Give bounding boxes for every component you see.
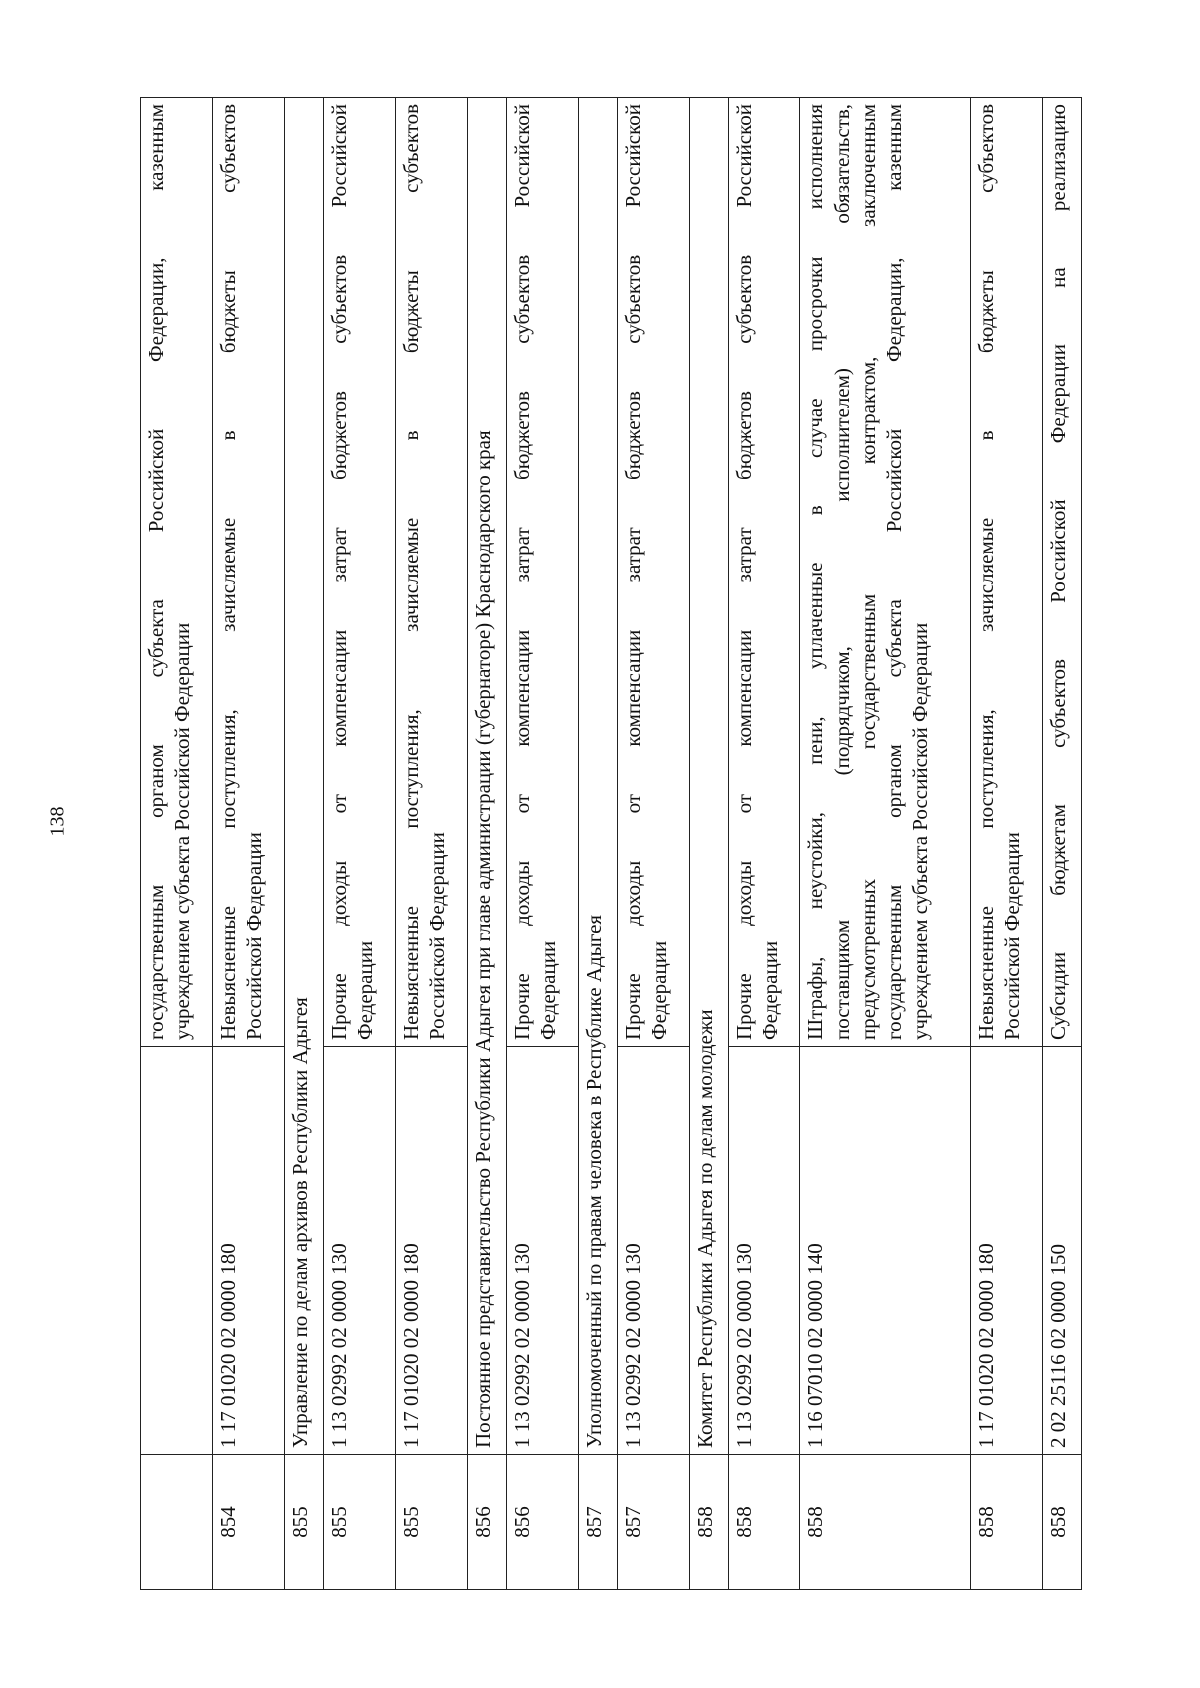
kbk-code-cell: 1 13 02992 02 0000 130 <box>728 1047 800 1455</box>
table-wrap <box>140 98 1082 1590</box>
admin-header-row <box>578 98 617 1590</box>
kbk-code-cell: 1 13 02992 02 0000 130 <box>506 1047 578 1455</box>
revenue-name-cell <box>506 98 578 1047</box>
revenue-name-line: Российской Федерации <box>1000 832 1025 1040</box>
revenue-name-line: учреждением субъекта Российской Федерации <box>908 622 933 1040</box>
table-row <box>212 98 284 1590</box>
kbk-code-cell: 1 13 02992 02 0000 130 <box>617 1047 689 1455</box>
admin-title-cell: Комитет Республики Адыгея по делам молодежи <box>689 98 728 1455</box>
admin-code-cell: 858 <box>728 1455 800 1590</box>
revenue-name-cell <box>1042 98 1081 1047</box>
kbk-code-cell: 1 17 01020 02 0000 180 <box>212 1047 284 1455</box>
table-row <box>141 98 213 1590</box>
kbk-code-cell: 2 02 25116 02 0000 150 <box>1042 1047 1081 1455</box>
revenue-name-line: Прочие доходы от компенсации затрат бюджетов субъектов Российской <box>731 104 756 1040</box>
revenue-name-line: Невыясненные поступления, зачисляемые в бюджеты субъектов <box>398 104 423 1040</box>
admin-code-cell: 856 <box>506 1455 578 1590</box>
admin-code-cell: 856 <box>467 1455 506 1590</box>
revenue-name-cell <box>212 98 284 1047</box>
table-row <box>323 98 395 1590</box>
admin-code-cell: 855 <box>323 1455 395 1590</box>
revenue-name-cell <box>323 98 395 1047</box>
revenue-name-line: предусмотренных государственным контрактом, заключенным <box>855 104 880 1040</box>
admin-code-cell: 855 <box>395 1455 467 1590</box>
page-number: 138 <box>46 806 69 837</box>
admin-code-cell: 857 <box>617 1455 689 1590</box>
table-row <box>728 98 800 1590</box>
revenue-name-cell <box>728 98 800 1047</box>
admin-code-cell: 857 <box>578 1455 617 1590</box>
kbk-code-cell: 1 13 02992 02 0000 130 <box>323 1047 395 1455</box>
revenue-name-cell <box>395 98 467 1047</box>
admin-code-cell: 855 <box>284 1455 323 1590</box>
table-row <box>617 98 689 1590</box>
revenue-codes-table <box>140 97 1082 1590</box>
revenue-name-line: Субсидии бюджетам субъектов Российской Федерации на реализацию <box>1045 104 1070 1040</box>
revenue-name-line: Российской Федерации <box>424 832 449 1040</box>
revenue-name-line: Федерации <box>535 940 560 1040</box>
admin-header-row <box>467 98 506 1590</box>
revenue-name-line: Невыясненные поступления, зачисляемые в бюджеты субъектов <box>215 104 240 1040</box>
revenue-name-line: учреждением субъекта Российской Федерации <box>170 622 195 1040</box>
admin-title-cell: Постоянное представительство Республики Адыгея при главе администрации (губернаторе) Краснодарского края <box>467 98 506 1455</box>
admin-code-cell: 858 <box>970 1455 1042 1590</box>
revenue-name-line: Федерации <box>646 940 671 1040</box>
revenue-name-line: Прочие доходы от компенсации затрат бюджетов субъектов Российской <box>326 104 351 1040</box>
revenue-name-cell <box>617 98 689 1047</box>
revenue-name-cell <box>970 98 1042 1047</box>
revenue-name-line: Прочие доходы от компенсации затрат бюджетов субъектов Российской <box>509 104 534 1040</box>
admin-code-cell: 858 <box>689 1455 728 1590</box>
revenue-name-line: поставщиком (подрядчиком, исполнителем) обязательств, <box>829 104 854 1040</box>
admin-title-cell: Управление по делам архивов Республики Адыгея <box>284 98 323 1455</box>
revenue-name-line: Невыясненные поступления, зачисляемые в бюджеты субъектов <box>973 104 998 1040</box>
revenue-name-line: Российской Федерации <box>242 832 267 1040</box>
admin-code-cell: 858 <box>800 1455 970 1590</box>
revenue-name-line: государственным органом субъекта Российской Федерации, казенным <box>882 104 907 1040</box>
table-row <box>1042 98 1081 1590</box>
table-body <box>141 98 1082 1590</box>
admin-code-cell: 854 <box>212 1455 284 1590</box>
admin-title-cell: Уполномоченный по правам человека в Республике Адыгея <box>578 98 617 1455</box>
table-row <box>970 98 1042 1590</box>
kbk-code-cell: 1 17 01020 02 0000 180 <box>395 1047 467 1455</box>
table-row <box>800 98 970 1590</box>
revenue-name-line: Прочие доходы от компенсации затрат бюджетов субъектов Российской <box>620 104 645 1040</box>
admin-header-row <box>284 98 323 1590</box>
admin-code-cell <box>141 1455 213 1590</box>
admin-header-row <box>689 98 728 1590</box>
admin-code-cell: 858 <box>1042 1455 1081 1590</box>
table-rotator <box>140 98 1082 1590</box>
kbk-code-cell <box>141 1047 213 1455</box>
revenue-name-line: государственным органом субъекта Российской Федерации, казенным <box>144 104 168 1040</box>
kbk-code-cell: 1 16 07010 02 0000 140 <box>800 1047 970 1455</box>
revenue-name-line: Штрафы, неустойки, пени, уплаченные в случае просрочки исполнения <box>803 104 828 1040</box>
revenue-name-cell <box>800 98 970 1047</box>
kbk-code-cell: 1 17 01020 02 0000 180 <box>970 1047 1042 1455</box>
revenue-name-cell <box>141 98 213 1047</box>
revenue-name-line: Федерации <box>757 940 782 1040</box>
table-row <box>395 98 467 1590</box>
table-row <box>506 98 578 1590</box>
revenue-name-line: Федерации <box>353 940 378 1040</box>
